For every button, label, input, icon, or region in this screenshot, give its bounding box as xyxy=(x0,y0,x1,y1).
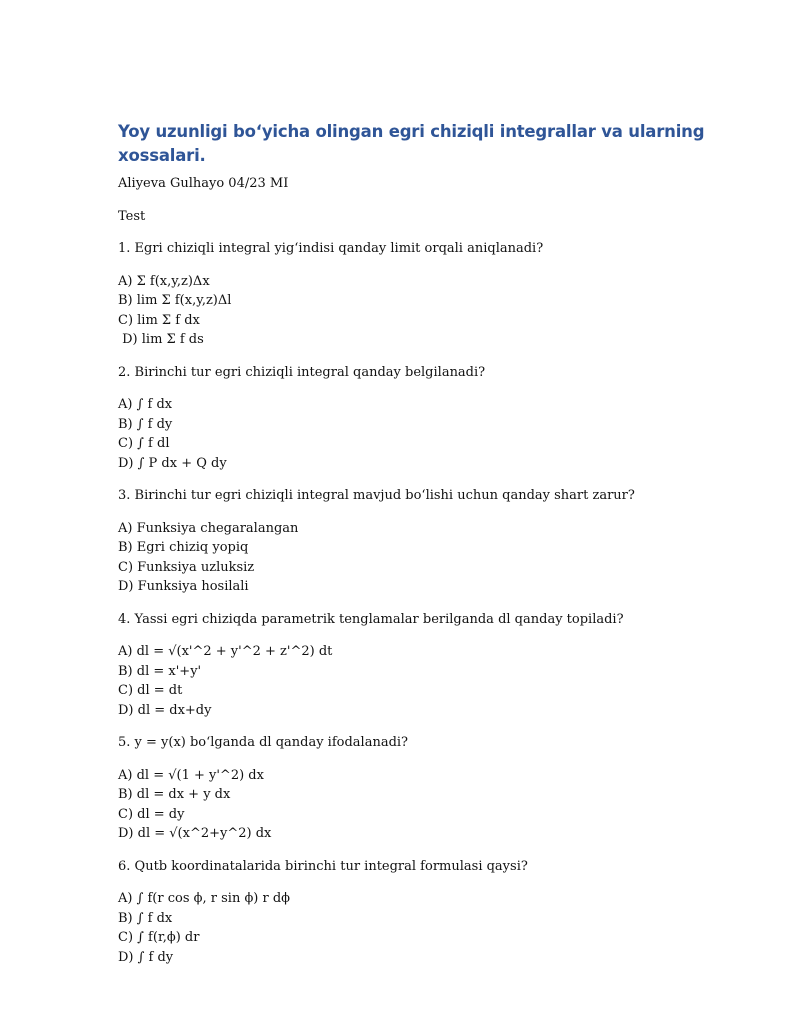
question-text: 2. Birinchi tur egri chiziqli integral qanday belgilanadi? xyxy=(118,364,486,380)
question-text: 4. Yassi egri chiziqda parametrik tenglamalar berilganda dl qanday topiladi? xyxy=(118,611,624,627)
option-a: A) ∫ f dx xyxy=(118,397,173,412)
question-text: 1. Egri chiziqli integral yig‘indisi qanday limit orqali aniqlanadi? xyxy=(118,241,544,256)
option-d: D) dl = dx+dy xyxy=(118,702,212,718)
options-list xyxy=(118,395,738,473)
option-a: A) dl = √(1 + y'^2) dx xyxy=(118,767,264,783)
option-d: D) Funksiya hosilali xyxy=(118,579,249,594)
option-c: C) dl = dt xyxy=(118,683,183,698)
option-a: A) Σ f(x,y,z)Δx xyxy=(118,273,210,289)
question-block xyxy=(118,486,738,597)
options-list xyxy=(118,642,738,720)
option-b: B) Egri chiziq yopiq xyxy=(118,540,249,555)
document-page xyxy=(118,120,738,967)
option-c: C) ∫ f dl xyxy=(118,436,170,451)
options-list xyxy=(118,889,738,967)
option-b: B) ∫ f dy xyxy=(118,416,173,432)
options-list xyxy=(118,766,738,844)
option-a: A) dl = √(x'^2 + y'^2 + z'^2) dt xyxy=(118,644,333,659)
option-b: B) ∫ f dx xyxy=(118,910,173,926)
option-d: D) ∫ P dx + Q dy xyxy=(118,455,227,471)
question-text: 5. y = y(x) bo‘lganda dl qanday ifodalanadi? xyxy=(118,735,409,750)
option-a: A) Funksiya chegaralangan xyxy=(118,520,299,536)
question-block xyxy=(118,363,738,474)
option-d: D) lim Σ f ds xyxy=(118,332,204,347)
question-block xyxy=(118,857,738,968)
option-c: C) dl = dy xyxy=(118,806,185,822)
options-list xyxy=(118,519,738,597)
question-text: 6. Qutb koordinatalarida birinchi tur integral formulasi qaysi? xyxy=(118,858,528,874)
option-b: B) dl = x'+y' xyxy=(118,663,202,679)
document-title: Yoy uzunligi bo‘yicha olingan egri chiziqli integrallar va ularning xossalari. xyxy=(118,122,705,165)
option-c: C) ∫ f(r,ϕ) dr xyxy=(118,930,200,945)
question-text: 3. Birinchi tur egri chiziqli integral mavjud bo‘lishi uchun qanday shart zarur? xyxy=(118,488,635,503)
option-d: D) ∫ f dy xyxy=(118,949,174,965)
option-a: A) ∫ f(r cos ϕ, r sin ϕ) r dϕ xyxy=(118,891,291,906)
author-line: Aliyeva Gulhayo 04/23 MI xyxy=(118,176,289,191)
option-b: B) lim Σ f(x,y,z)Δl xyxy=(118,293,232,308)
question-block xyxy=(118,733,738,844)
question-block xyxy=(118,610,738,721)
test-label: Test xyxy=(118,208,146,224)
option-d: D) dl = √(x^2+y^2) dx xyxy=(118,826,272,841)
question-block xyxy=(118,239,738,350)
option-c: C) Funksiya uzluksiz xyxy=(118,559,255,575)
option-c: C) lim Σ f dx xyxy=(118,312,200,328)
option-b: B) dl = dx + y dx xyxy=(118,787,231,802)
options-list xyxy=(118,272,738,350)
